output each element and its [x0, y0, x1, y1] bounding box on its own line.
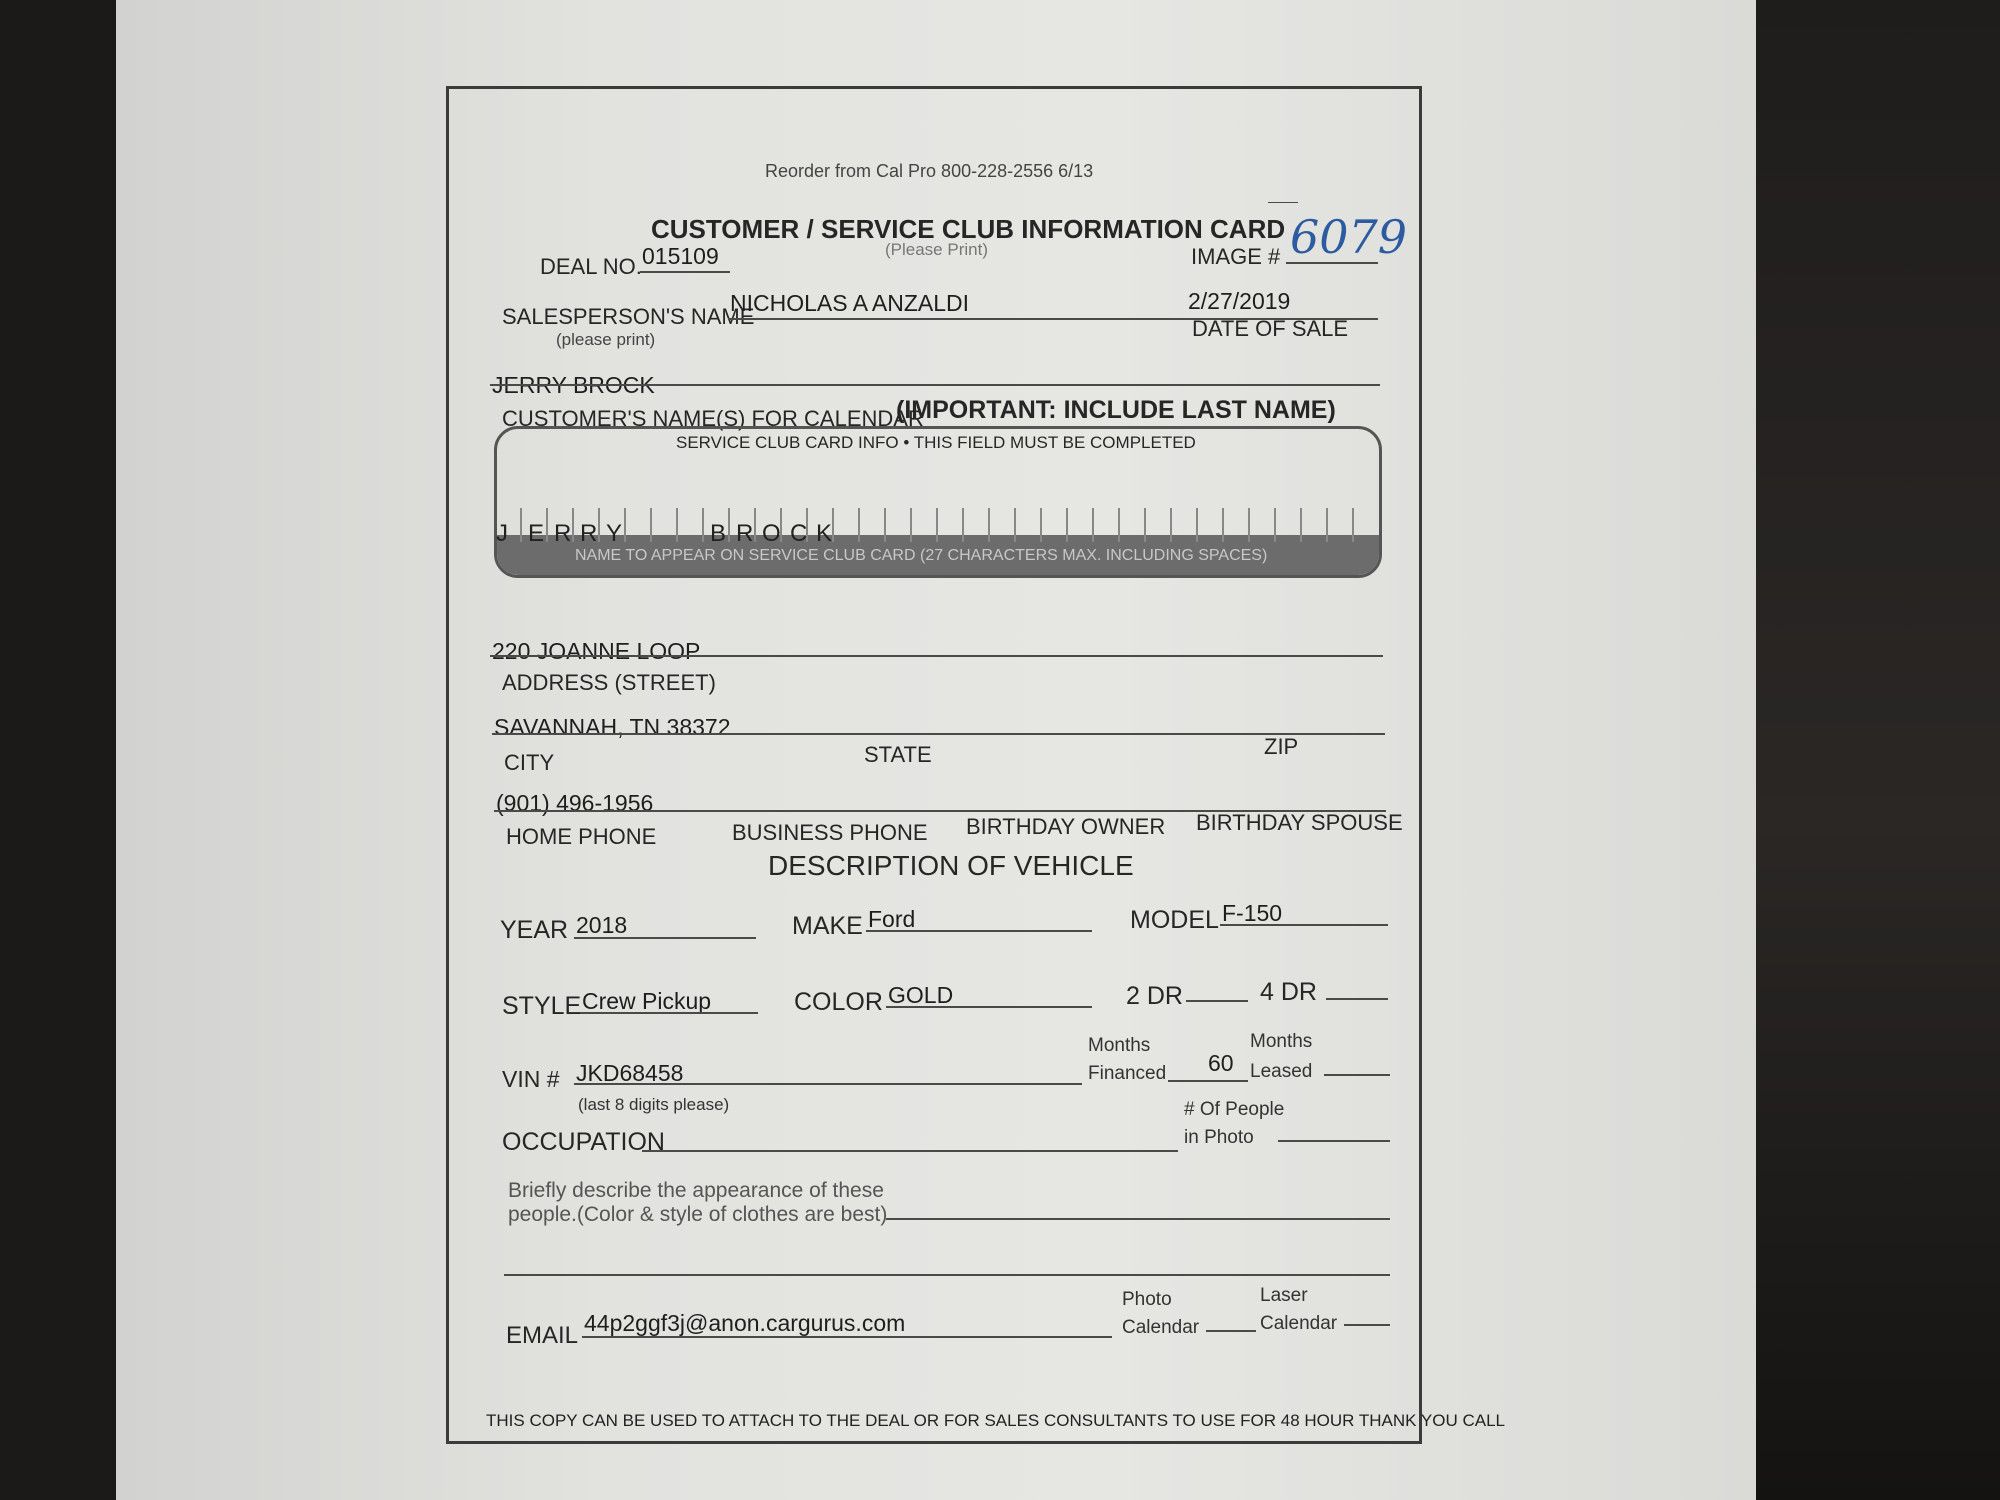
- address-label: ADDRESS (STREET): [502, 670, 716, 695]
- make-label: MAKE: [792, 912, 863, 940]
- sc-letter-6[interactable]: B: [710, 520, 727, 547]
- model-line: [1220, 924, 1388, 926]
- color-label: COLOR: [794, 988, 883, 1016]
- year-line: [574, 937, 756, 939]
- customer-name-line: [490, 384, 1380, 386]
- describe-extra-line[interactable]: [504, 1274, 1390, 1276]
- sc-letter-1[interactable]: J: [496, 520, 508, 547]
- sc-letter-8[interactable]: O: [762, 520, 781, 547]
- city-line: [492, 733, 1385, 735]
- months-financed-field[interactable]: 60: [1208, 1050, 1234, 1076]
- image-no-line: [1286, 262, 1378, 264]
- service-club-band-text: NAME TO APPEAR ON SERVICE CLUB CARD (27 CHARACTERS MAX. INCLUDING SPACES): [575, 547, 1268, 564]
- sc-letter-3[interactable]: R: [554, 520, 572, 547]
- address-field[interactable]: 220 JOANNE LOOP: [492, 638, 701, 664]
- business-phone-label: BUSINESS PHONE: [732, 820, 928, 845]
- vin-line: [574, 1083, 1082, 1085]
- deal-no-label: DEAL NO.: [540, 254, 642, 279]
- two-door-label: 2 DR: [1126, 982, 1183, 1010]
- city-state-zip-field[interactable]: SAVANNAH, TN 38372: [494, 714, 731, 740]
- service-club-band: [497, 535, 1379, 575]
- months-leased-label-2: Leased: [1250, 1061, 1313, 1082]
- occupation-line[interactable]: [642, 1150, 1178, 1152]
- occupation-label: OCCUPATION: [502, 1128, 665, 1156]
- four-door-line[interactable]: [1326, 998, 1388, 1000]
- state-label: STATE: [864, 742, 932, 767]
- salesperson-label: SALESPERSON'S NAME: [502, 304, 755, 329]
- home-phone-field[interactable]: (901) 496-1956: [496, 790, 654, 816]
- photo-calendar-line[interactable]: [1206, 1330, 1256, 1332]
- email-field[interactable]: 44p2ggf3j@anon.cargurus.com: [584, 1310, 906, 1336]
- months-financed-label-1: Months: [1088, 1035, 1151, 1056]
- customer-important-note: (IMPORTANT: INCLUDE LAST NAME): [896, 396, 1336, 424]
- city-label: CITY: [504, 750, 555, 775]
- image-no-handwritten[interactable]: 6079: [1290, 210, 1408, 264]
- months-financed-label-2: Financed: [1088, 1063, 1167, 1084]
- four-door-label: 4 DR: [1260, 978, 1317, 1006]
- people-line[interactable]: [1278, 1140, 1390, 1142]
- year-field[interactable]: 2018: [576, 912, 628, 938]
- describe-line-1: Briefly describe the appearance of these: [508, 1179, 884, 1202]
- laser-calendar-label-2: Calendar: [1260, 1313, 1338, 1334]
- customer-name-label: CUSTOMER'S NAME(S) FOR CALENDAR: [502, 406, 924, 431]
- email-line: [582, 1336, 1112, 1338]
- image-tick: [1268, 202, 1298, 203]
- reorder-text: Reorder from Cal Pro 800-228-2556 6/13: [765, 161, 1094, 181]
- model-field[interactable]: F-150: [1222, 900, 1283, 926]
- sc-letter-10[interactable]: K: [816, 520, 833, 547]
- sc-letter-7[interactable]: R: [736, 520, 754, 547]
- birthday-owner-label: BIRTHDAY OWNER: [966, 814, 1166, 839]
- make-field[interactable]: Ford: [868, 906, 916, 932]
- vin-label: VIN #: [502, 1066, 560, 1092]
- address-line: [490, 655, 1383, 657]
- deal-no-field[interactable]: 015109: [642, 243, 719, 269]
- laser-calendar-line[interactable]: [1344, 1324, 1390, 1326]
- months-leased-line[interactable]: [1324, 1074, 1390, 1076]
- color-line: [886, 1006, 1092, 1008]
- zip-label: ZIP: [1264, 734, 1299, 759]
- style-line: [580, 1012, 758, 1014]
- sc-letter-2[interactable]: E: [528, 520, 545, 547]
- date-of-sale-label: DATE OF SALE: [1192, 316, 1349, 341]
- make-line: [866, 930, 1092, 932]
- please-print-note: (Please Print): [885, 240, 988, 259]
- describe-line-2: people.(Color & style of clothes are best): [508, 1203, 888, 1226]
- sc-letter-9[interactable]: C: [790, 520, 808, 547]
- vin-sub: (last 8 digits please): [578, 1095, 730, 1114]
- months-leased-label-1: Months: [1250, 1031, 1313, 1052]
- style-label: STYLE: [502, 992, 582, 1020]
- photo-calendar-label-1: Photo: [1122, 1289, 1172, 1310]
- photo-calendar-label-2: Calendar: [1122, 1317, 1200, 1338]
- color-field[interactable]: GOLD: [888, 982, 954, 1008]
- date-of-sale-field[interactable]: 2/27/2019: [1188, 288, 1291, 314]
- vin-field[interactable]: JKD68458: [576, 1060, 684, 1086]
- sc-letter-5[interactable]: Y: [606, 520, 623, 547]
- card-footer: THIS COPY CAN BE USED TO ATTACH TO THE DEAL OR FOR SALES CONSULTANTS TO USE FOR 48 HOUR THANK YOU CALL: [486, 1411, 1505, 1430]
- laser-calendar-label-1: Laser: [1260, 1285, 1308, 1306]
- birthday-spouse-label: BIRTHDAY SPOUSE: [1196, 810, 1403, 835]
- vehicle-section-title: DESCRIPTION OF VEHICLE: [768, 850, 1134, 881]
- customer-name-field[interactable]: JERRY BROCK: [492, 372, 655, 398]
- style-field[interactable]: Crew Pickup: [582, 988, 712, 1014]
- model-label: MODEL: [1130, 906, 1219, 934]
- desk-background: [1740, 0, 2000, 1500]
- salesperson-sub: (please print): [556, 330, 656, 349]
- sc-letter-4[interactable]: R: [580, 520, 598, 547]
- image-no-label: IMAGE #: [1191, 244, 1281, 269]
- form-title: CUSTOMER / SERVICE CLUB INFORMATION CARD: [651, 214, 1286, 244]
- salesperson-field[interactable]: NICHOLAS A ANZALDI: [730, 290, 970, 316]
- describe-line-field[interactable]: [886, 1218, 1390, 1220]
- service-club-header: SERVICE CLUB CARD INFO • THIS FIELD MUST BE COMPLETED: [676, 433, 1196, 452]
- two-door-line[interactable]: [1186, 1000, 1248, 1002]
- year-label: YEAR: [500, 916, 569, 944]
- people-label-2: in Photo: [1184, 1127, 1254, 1148]
- home-phone-label: HOME PHONE: [506, 824, 657, 849]
- email-label: EMAIL: [506, 1322, 579, 1349]
- months-financed-line: [1168, 1080, 1248, 1082]
- people-label-1: # Of People: [1184, 1099, 1285, 1120]
- deal-no-line: [640, 271, 730, 273]
